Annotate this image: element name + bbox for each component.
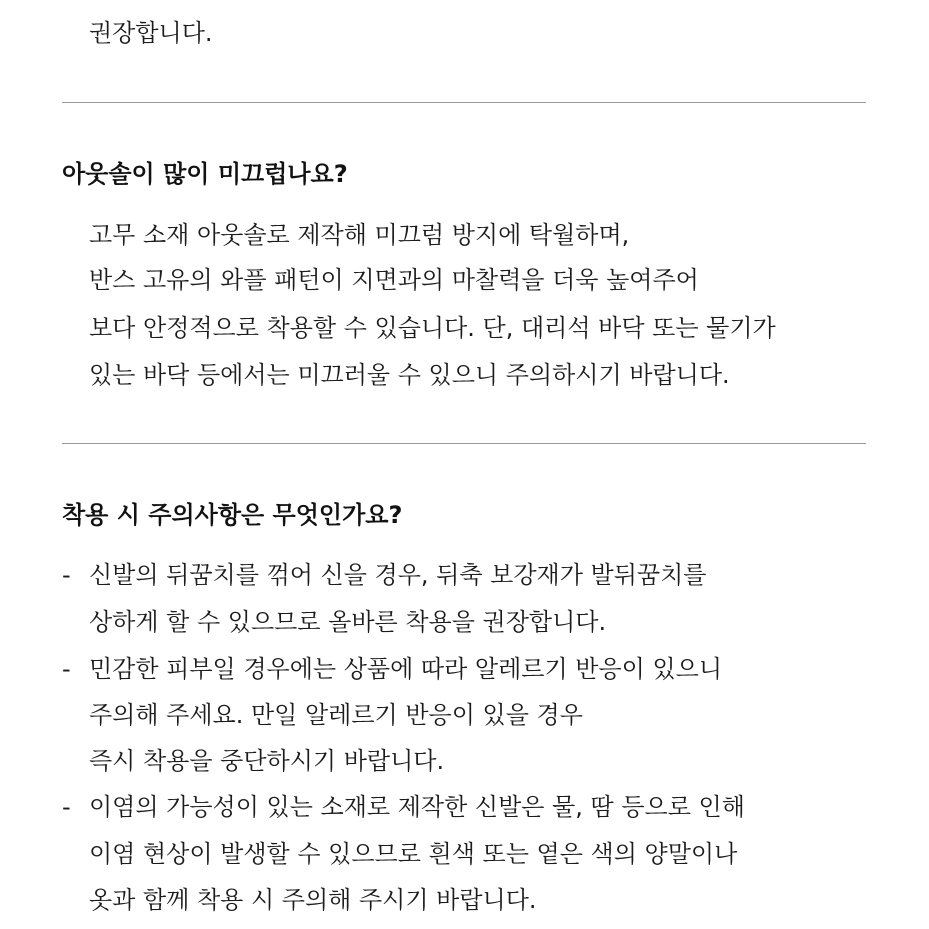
bullet-line: 민감한 피부일 경우에는 상품에 따라 알레르기 반응이 있으니: [89, 655, 723, 683]
bullet-line: 이염의 가능성이 있는 소재로 제작한 신발은 물, 땀 등으로 인해: [89, 793, 745, 821]
answer-line: 반스 고유의 와플 패턴이 지면과의 마찰력을 더욱 높여주어: [89, 266, 699, 294]
bullet-line: 신발의 뒤꿈치를 꺾어 신을 경우, 뒤축 보강재가 발뒤꿈치를: [89, 561, 707, 589]
bullet-continuation: 주의해 주세요. 만일 알레르기 반응이 있을 경우: [89, 701, 583, 729]
faq-question-outsole: 아웃솔이 많이 미끄럽나요?: [62, 160, 348, 188]
divider: [62, 443, 866, 444]
answer-line: 고무 소재 아웃솔로 제작해 미끄럼 방지에 탁월하며,: [89, 221, 630, 249]
bullet-item: [62, 560, 706, 590]
answer-line: 보다 안정적으로 착용할 수 있습니다. 단, 대리석 바닥 또는 물기가: [89, 314, 776, 342]
bullet-continuation: 상하게 할 수 있으므로 올바른 착용을 권장합니다.: [89, 608, 607, 636]
bullet-item: [62, 792, 745, 822]
bullet-continuation: 즉시 착용을 중단하시기 바랍니다.: [89, 747, 445, 775]
answer-line: 있는 바닥 등에서는 미끄러울 수 있으니 주의하시기 바랍니다.: [89, 361, 730, 389]
bullet-continuation: 이염 현상이 발생할 수 있으므로 흰색 또는 옅은 색의 양말이나: [89, 840, 738, 868]
intro-tail-text: 권장합니다.: [89, 19, 213, 47]
bullet-item: [62, 654, 722, 684]
bullet-dash: -: [62, 793, 71, 821]
bullet-continuation: 옷과 함께 착용 시 주의해 주시기 바랍니다.: [89, 886, 537, 914]
bullet-dash: -: [62, 561, 71, 589]
divider: [62, 102, 866, 103]
faq-question-precautions: 착용 시 주의사항은 무엇인가요?: [62, 501, 403, 529]
bullet-dash: -: [62, 655, 71, 683]
